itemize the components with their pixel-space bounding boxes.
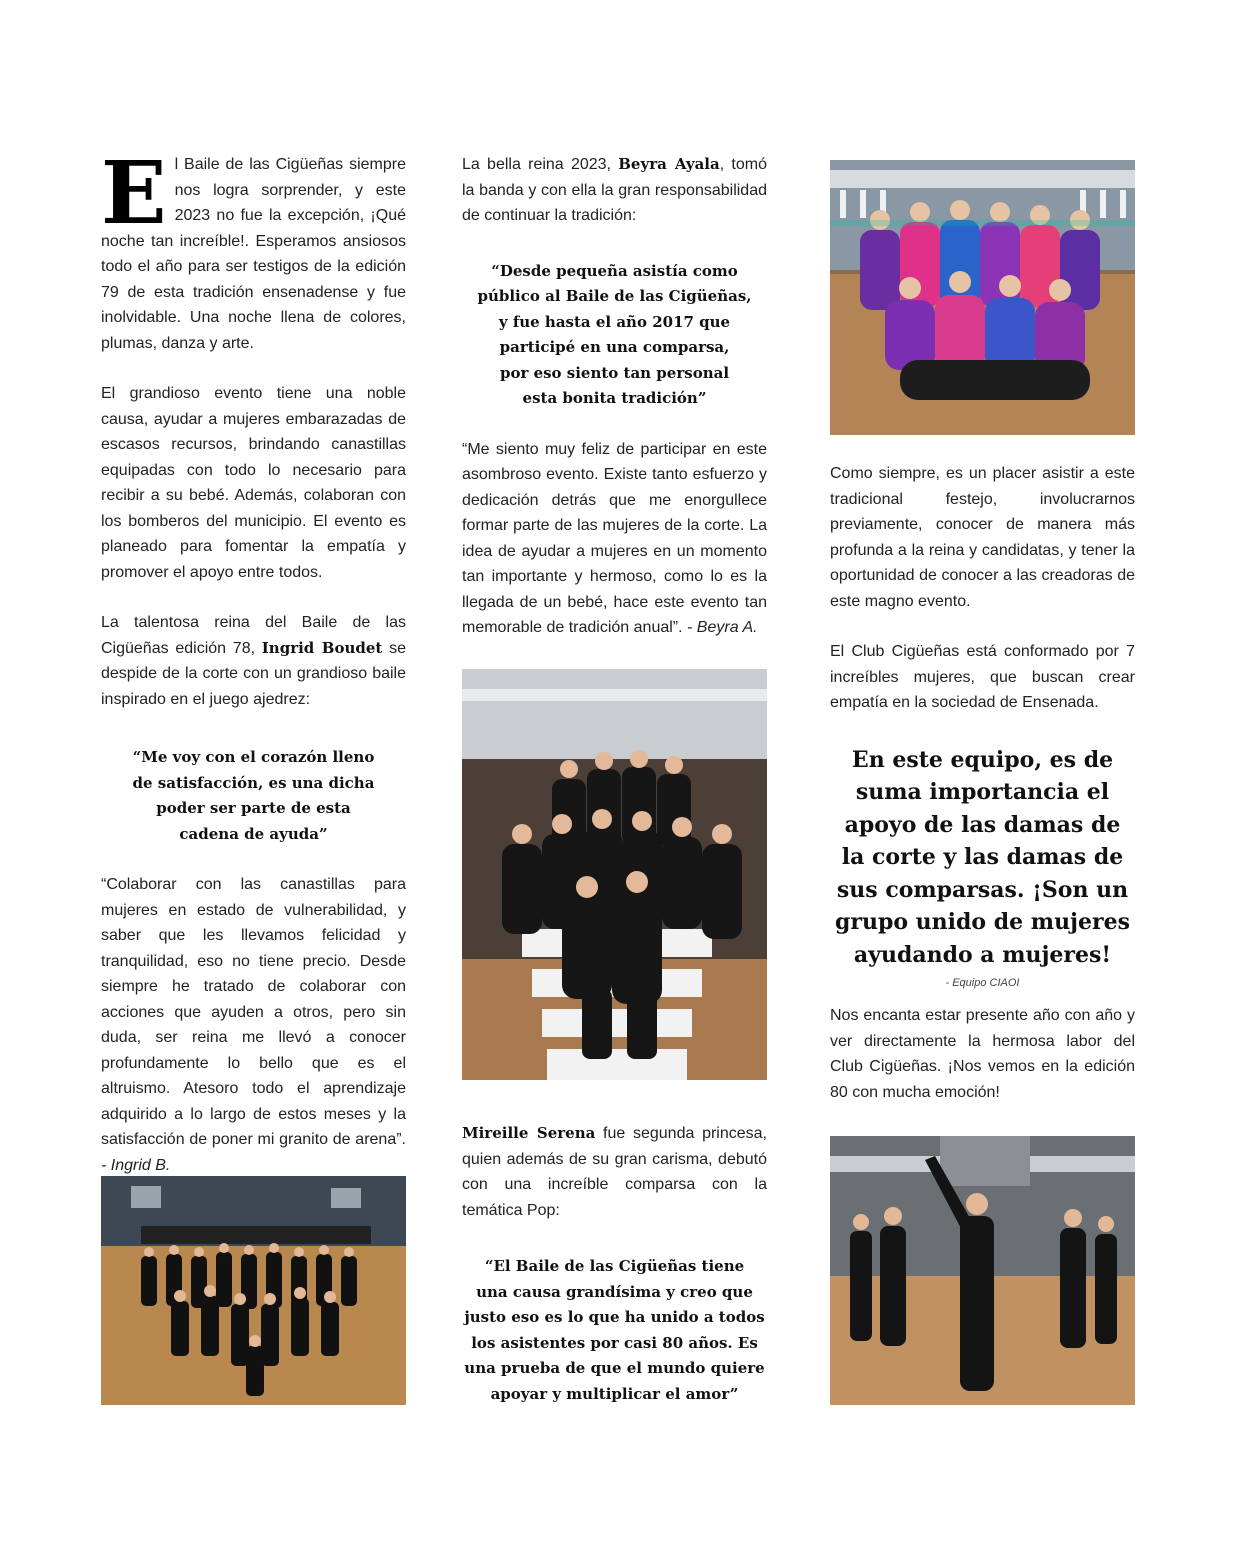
ingrid-statement-paragraph: [101, 872, 406, 1178]
quote-line: sus comparsas. ¡Son un: [836, 876, 1129, 903]
beyra-statement-text: “Me siento muy feliz de participar en este asombroso evento. Existe tanto esfuerzo y dedicación detrás que me enorgullece formar parte de las mujeres de la corte. La idea de ayudar a mujeres en un momento tan importante y hermoso, como lo es la llegada de un bebé, hace este evento tan memorable de tradición anual”.: [462, 440, 767, 636]
mireille-name: Mireille Serena: [462, 1124, 596, 1142]
quote-line: ayudando a mujeres!: [853, 941, 1112, 968]
beyra-statement-paragraph: [462, 437, 767, 641]
ingrid-attribution: - Ingrid B.: [101, 1156, 171, 1174]
quote-line: “El Baile de las Cigüeñas tiene: [484, 1257, 745, 1275]
quote-line: En este equipo, es de: [851, 746, 1114, 773]
beyra-intro-text-end: , tomó la banda y con ella la gran responsabilidad de continuar la tradición:: [462, 156, 768, 224]
quote-line: “Me voy con el corazón lleno: [132, 748, 375, 766]
ingrid-intro-text-end: se despide de la corte con un grandioso baile inspirado en el juego ajedrez:: [101, 639, 406, 708]
quote-line: y fue hasta el año 2017 que: [498, 312, 731, 331]
photo-colorful-jackets-group: [830, 160, 1135, 435]
quote-line: participé en una comparsa,: [499, 338, 730, 356]
team-quote-attribution: - Equipo CIAOI: [945, 977, 1020, 989]
quote-line: grupo unido de mujeres: [835, 909, 1130, 935]
quote-line: suma importancia el: [855, 779, 1110, 805]
quote-line: justo eso es lo que ha unido a todos: [464, 1308, 765, 1326]
column-middle: [462, 152, 767, 641]
mireille-pull-quote: [462, 1254, 767, 1407]
drop-cap: E: [101, 143, 165, 244]
column-right: [830, 461, 1135, 1105]
quote-line: apoyar y multiplicar el amor”: [490, 1384, 739, 1403]
beyra-attribution: - Beyra A.: [687, 619, 758, 636]
quote-line: cadena de ayuda”: [179, 824, 328, 843]
intro-text: l Baile de las Cigüeñas siempre nos logra sorprender, y este 2023 no fue la excepción, ¡Qué noche tan increíble!. Esperamos ansiosos todo el año para ser testigos de la edición 79 de esta tradición ensenadense y fue inolvidable. Una noche llena de colores, plumas, danza y arte.: [101, 156, 406, 352]
tradition-paragraph: Como siempre, es un placer asistir a este tradicional festejo, involucrarnos previamente, conocer de manera más profunda a la reina y candidatas, y tener la oportunidad de conocer a las creadoras de este magno evento.: [830, 465, 1135, 610]
beyra-intro-text: La bella reina 2023,: [462, 156, 619, 173]
quote-line: apoyo de las damas de: [844, 811, 1121, 838]
quote-line: la corte y las damas de: [841, 844, 1124, 870]
quote-line: “Desde pequeña asistía como: [491, 261, 738, 280]
ingrid-statement-text: “Colaborar con las canastillas para mujeres en estado de vulnerabilidad, y saber que les llevamos felicidad y tranquilidad, eso no tiene precio. Desde siempre he tratado de colaborar con acciones que ayuden a otros, pero sin duda, ser reina me llevó a conocer profundamente lo bello que es el altruismo. Atesoro todo el aprendizaje adquirido a lo largo de estos meses y la satisfacción de poner mi granito de arena”.: [101, 876, 406, 1148]
photo-court-on-stairs: [462, 669, 767, 1080]
beyra-pull-quote: [462, 259, 767, 412]
quote-line: una prueba de que el mundo quiere: [464, 1359, 765, 1377]
photo-high-kick-dancers: [830, 1136, 1135, 1405]
ingrid-intro-paragraph: [101, 610, 406, 712]
quote-line: público al Baile de las Cigüeñas,: [477, 287, 752, 305]
ingrid-intro-text: La talentosa reina del Baile de las Cigüeñas edición 78,: [101, 614, 406, 657]
photo-large-dance-group: [101, 1176, 406, 1405]
team-pull-quote: [830, 744, 1135, 972]
quote-line: por eso siento tan personal: [499, 363, 730, 382]
column-left: [101, 143, 406, 1178]
quote-line: los asistentes por casi 80 años. Es: [471, 1333, 758, 1352]
ingrid-pull-quote: [101, 745, 406, 847]
intro-paragraph: [101, 143, 406, 356]
ingrid-name: Ingrid Boudet: [261, 638, 383, 657]
column-middle-lower: [462, 1121, 767, 1407]
beyra-name: Beyra Ayala: [618, 155, 720, 173]
closing-paragraph: Nos encanta estar presente año con año y ver directamente la hermosa labor del Club Cigüeñas. ¡Nos vemos en la edición 80 con mucha emoción!: [830, 1007, 1135, 1101]
quote-line: poder ser parte de esta: [156, 799, 351, 817]
quote-line: una causa grandísima y creo que: [476, 1282, 753, 1301]
club-paragraph: El Club Cigüeñas está conformado por 7 increíbles mujeres, que buscan crear empatía en la sociedad de Ensenada.: [830, 643, 1135, 711]
cause-paragraph: El grandioso evento tiene una noble causa, ayudar a mujeres embarazadas de escasos recursos, brindando canastillas equipadas con todo lo necesario para recibir a su bebé. Además, colaboran con los bomberos del municipio. El evento es planeado para fomentar la empatía y promover el apoyo entre todos.: [101, 385, 406, 581]
quote-line: esta bonita tradición”: [522, 389, 707, 407]
mireille-intro-text: fue segunda princesa, quien además de su gran carisma, debutó con una increíble comparsa con la temática Pop:: [462, 1125, 768, 1219]
beyra-intro-paragraph: [462, 152, 767, 229]
mireille-intro-paragraph: [462, 1121, 767, 1223]
quote-line: de satisfacción, es una dicha: [132, 773, 375, 792]
